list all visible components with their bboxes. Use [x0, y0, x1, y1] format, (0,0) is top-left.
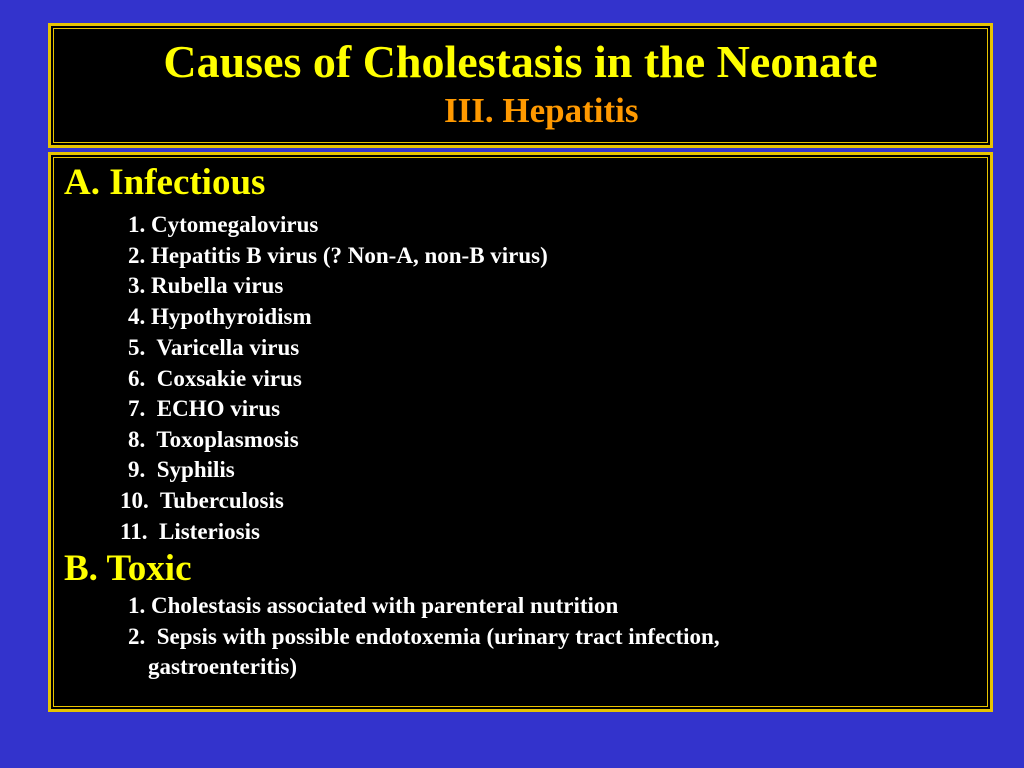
list-item-8: 8. Toxoplasmosis [128, 427, 299, 452]
slide-title: Causes of Cholestasis in the Neonate [163, 36, 878, 87]
list-item-6: 6. Coxsakie virus [128, 366, 302, 391]
slide-subtitle: III. Hepatitis [444, 91, 639, 130]
list-item-7: 7. ECHO virus [128, 396, 281, 421]
list-item-11: 11. Listeriosis [120, 519, 260, 544]
list-item-5: 5. Varicella virus [128, 335, 300, 360]
list-item-1: 1. Cytomegalovirus [128, 212, 319, 237]
list-item-toxic-1: 1. Cholestasis associated with parenteral nutrition [128, 593, 619, 618]
title-panel [48, 23, 993, 148]
list-item-toxic-2-continued: gastroenteritis) [148, 654, 298, 679]
list-item-toxic-2: 2. Sepsis with possible endotoxemia (urinary tract infection, [128, 624, 720, 649]
list-item-3: 3. Rubella virus [128, 273, 284, 298]
list-item-9: 9. Syphilis [128, 457, 235, 482]
content-panel [48, 152, 993, 712]
list-item-10: 10. Tuberculosis [120, 488, 284, 513]
list-item-2: 2. Hepatitis B virus (? Non-A, non-B virus) [128, 243, 548, 268]
section-heading-toxic: B. Toxic [64, 548, 192, 589]
list-item-4: 4. Hypothyroidism [128, 304, 312, 329]
section-heading-infectious: A. Infectious [64, 162, 266, 203]
